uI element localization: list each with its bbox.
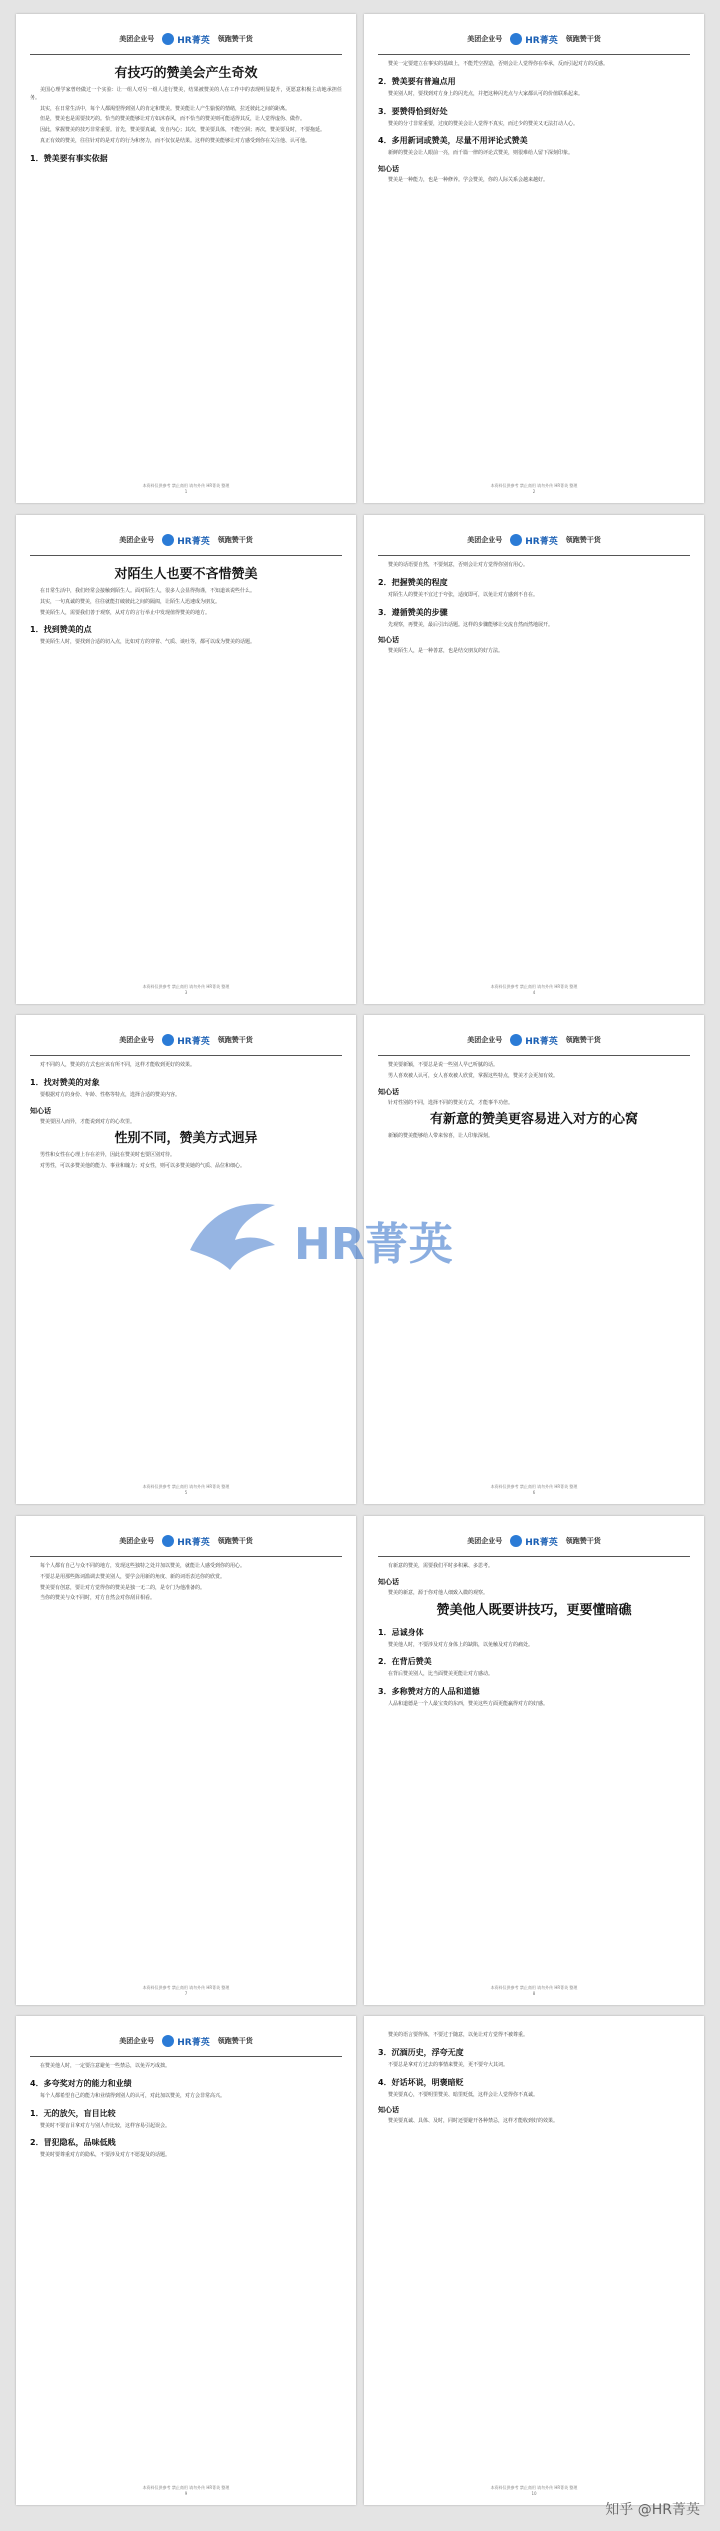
notes-text: 赞美要因人而异，才能说到对方的心坎里。 [40, 1118, 136, 1125]
paragraph: 真正有效的赞美，往往针对的是对方的行为和努力，而不仅仅是结果。这样的赞美能够让对方感受到你在关注他、认可他。 [40, 137, 311, 144]
hr-logo: HR菁英 [162, 1034, 209, 1047]
section-title: 赞美他人既要讲技巧，更要懂暗礁 [436, 1602, 632, 1618]
page-footer: 本资料仅供参考 禁止商用 请勿外传 HR菁英 整理 6 [490, 1484, 578, 1495]
header-right-text: 领跑赞干货 [565, 35, 601, 43]
page-footer: 本资料仅供参考 禁止商用 请勿外传 HR菁英 整理 8 [490, 1985, 578, 1996]
paragraph: 不要总是用那些陈词滥调去赞美别人，要学会用新的角度、新的词语表达你的欣赏。 [40, 1573, 226, 1580]
notes-text: 针对性别的不同，选择不同的赞美方式，才能事半功倍。 [388, 1099, 514, 1106]
paragraph: 先观察，再赞美，最后引出话题。这样的步骤能够让交流自然而然地展开。 [388, 621, 554, 628]
notes-heading: 知心话 [378, 1087, 399, 1096]
section-heading: 2．赞美要有普遍点用 [378, 76, 456, 86]
paragraph: 但是，赞美也是需要技巧的。恰当的赞美能够让对方如沐春风，而不恰当的赞美则可能适得其反，让人觉得虚伪、做作。 [40, 116, 306, 123]
notes-heading: 知心话 [378, 2106, 399, 2115]
header-right-text: 领跑赞干货 [565, 536, 601, 544]
header-left-text: 美团企业号 [119, 536, 155, 544]
paragraph: 对男性，可以多赞美他的能力、事业和魄力；对女性，则可以多赞美她的气质、品位和细心。 [40, 1163, 246, 1170]
paragraph: 有新意的赞美，需要我们平时多积累、多思考。 [388, 1563, 494, 1569]
notes-text: 赞美的新意，源于你对他人细致入微的观察。 [388, 1589, 489, 1596]
page-header [378, 24, 690, 55]
paragraph: 在日常生活中，我们经常会接触到陌生人。面对陌生人，很多人会显得拘谨，不知道该说些什么。 [40, 588, 256, 594]
paragraph: 赞美的语言要得体，不要过于随意，以免让对方觉得不被尊重。 [388, 2032, 529, 2038]
paragraph: 赞美时要尊重对方的隐私，不要涉及对方不愿提及的话题。 [40, 2152, 171, 2159]
hr-logo: HR菁英 [510, 1535, 557, 1548]
paragraph: 每个人都有自己与众不同的地方，发现这些独特之处并加以赞美，就能让人感受到你的用心。 [40, 1563, 246, 1569]
section-heading: 4．多夸奖对方的能力和业绩 [30, 2078, 132, 2088]
header-left-text: 美团企业号 [467, 35, 503, 43]
header-left-text: 美团企业号 [467, 1036, 503, 1044]
paragraph: 赞美要有创意，要让对方觉得你的赞美是独一无二的，是专门为他准备的。 [40, 1584, 206, 1591]
hr-logo: HR菁英 [162, 1535, 209, 1548]
header-left-text: 美团企业号 [119, 35, 155, 43]
paragraph: 赞美时不要盲目拿对方与别人作比较，这样容易引起误会。 [40, 2122, 171, 2129]
header-right-text: 领跑赞干货 [565, 1036, 601, 1044]
section-heading: 3．遵循赞美的步骤 [378, 607, 448, 617]
watermark-text: HR菁英 [294, 1219, 453, 1270]
page-number: 9 [184, 2491, 188, 2496]
section-heading: 4．多用新词或赞美，尽量不用评论式赞美 [378, 136, 528, 146]
paragraph: 因此，掌握赞美的技巧非常重要。首先，赞美要真诚，发自内心；其次，赞美要具体，不能空洞；再次，赞美要及时，不要拖延。 [40, 127, 326, 134]
page-header [378, 1025, 690, 1056]
paragraph: 赞美陌生人时，要找到合适的切入点，比如对方的穿着、气质、谈吐等，都可以成为赞美的话题。 [40, 639, 256, 646]
header-right-text: 领跑赞干货 [217, 1537, 253, 1545]
page-number: 4 [532, 990, 536, 995]
document-page-2 [364, 14, 704, 503]
notes-text: 赞美陌生人，是一种善意，也是结交朋友的好方法。 [388, 648, 504, 655]
logo-icon [162, 2035, 174, 2047]
page-header [30, 1526, 342, 1557]
document-page-9 [16, 2016, 356, 2505]
section-title: 性别不同，赞美方式迥异 [114, 1131, 258, 1147]
zhihu-credit: 知乎 @HR菁英 [605, 2502, 700, 2518]
hr-logo: HR菁英 [510, 534, 557, 547]
paragraph: 人品和道德是一个人最宝贵的东西，赞美这些方面更能赢得对方的好感。 [388, 1701, 549, 1708]
logo-icon [510, 1535, 522, 1547]
page-footer: 本资料仅供参考 禁止商用 请勿外传 HR菁英 整理 5 [142, 1484, 230, 1495]
header-left-text: 美团企业号 [119, 1537, 155, 1545]
page-number: 6 [532, 1490, 536, 1495]
notes-text: 赞美要真诚、具体、及时，同时还要避开各种禁忌，这样才能收到好的效果。 [388, 2118, 559, 2125]
header-right-text: 领跑赞干货 [217, 2037, 253, 2045]
section-heading: 2．把握赞美的程度 [378, 577, 448, 587]
paragraph: 赞美的话语要自然，不要刻意，否则会让对方觉得你别有用心。 [388, 562, 529, 568]
page-header [30, 1025, 342, 1056]
page-footer: 本资料仅供参考 禁止商用 请勿外传 HR菁英 整理 2 [490, 483, 578, 494]
paragraph: 赞美的分寸非常重要，过度的赞美会让人觉得不真实，而过少的赞美又无法打动人心。 [388, 120, 579, 127]
header-right-text: 领跑赞干货 [217, 1036, 253, 1044]
document-page-4 [364, 515, 704, 1004]
page-number: 1 [184, 489, 188, 494]
hr-logo: HR菁英 [510, 33, 557, 46]
paragraph: 在赞美他人时，一定要注意避免一些禁忌，以免弄巧成拙。 [40, 2063, 171, 2069]
paragraph: 每个人都希望自己的能力和业绩得到别人的认可，对此加以赞美，对方会非常高兴。 [40, 2092, 226, 2099]
header-left-text: 美团企业号 [467, 1537, 503, 1545]
document-page-3 [16, 515, 356, 1004]
page-number: 5 [184, 1490, 188, 1495]
section-heading: 1．找到赞美的点 [30, 625, 92, 635]
header-left-text: 美团企业号 [119, 2037, 155, 2045]
paragraph: 当你的赞美与众不同时，对方自然会对你刮目相看。 [40, 1595, 156, 1602]
paragraph: 赞美他人时，不要涉及对方身体上的缺陷，以免触及对方的痛处。 [388, 1641, 534, 1648]
page-header [30, 2026, 342, 2057]
notes-heading: 知心话 [30, 1106, 51, 1115]
hr-logo: HR菁英 [162, 33, 209, 46]
header-right-text: 领跑赞干货 [217, 536, 253, 544]
paragraph: 赞美别人时，要找到对方身上的闪光点，并把这种闪光点与大家都认可的价值联系起来。 [388, 90, 584, 97]
page-footer: 本资料仅供参考 禁止商用 请勿外传 HR菁英 整理 7 [142, 1985, 230, 1996]
paragraph: 赞美一定要建立在事实的基础上，不能凭空捏造，否则会让人觉得你在奉承，反而引起对方的反感。 [388, 61, 609, 67]
paragraph: 对不同的人，赞美的方式也应该有所不同，这样才能收到更好的效果。 [40, 1062, 196, 1068]
page-header [378, 525, 690, 556]
paragraph: 要根据对方的身份、年龄、性格等特点，选择合适的赞美内容。 [40, 1091, 181, 1098]
page-title: 有技巧的赞美会产生奇效 [114, 66, 258, 81]
section-heading: 1．找对赞美的对象 [30, 1077, 100, 1087]
notes-heading: 知心话 [378, 165, 399, 174]
logo-icon [510, 33, 522, 45]
logo-icon [162, 33, 174, 45]
document-page-8 [364, 1516, 704, 2005]
paragraph: 男性和女性在心理上存在差异，因此在赞美时也要区别对待。 [40, 1152, 176, 1159]
page-footer: 本资料仅供参考 禁止商用 请勿外传 HR菁英 整理 4 [490, 984, 578, 995]
page-number: 7 [184, 1991, 188, 1996]
section-heading: 1．无的放矢，盲目比较 [30, 2108, 116, 2118]
header-right-text: 领跑赞干货 [565, 1537, 601, 1545]
notes-heading: 知心话 [378, 636, 399, 645]
section-heading: 4．好话坏说，明褒暗贬 [378, 2077, 464, 2087]
paragraph: 新鲜的赞美会让人眼前一亮，而千篇一律的评论式赞美，则很难给人留下深刻印象。 [388, 150, 574, 157]
section-heading: 3．多称赞对方的人品和道德 [378, 1687, 480, 1697]
header-left-text: 美团企业号 [467, 536, 503, 544]
page-footer: 本资料仅供参考 禁止商用 请勿外传 HR菁英 整理 9 [142, 2485, 230, 2496]
logo-icon [162, 534, 174, 546]
hr-logo: HR菁英 [162, 2035, 209, 2048]
logo-icon [162, 1535, 174, 1547]
notes-text: 赞美是一种能力，也是一种修养。学会赞美，你的人际关系会越来越好。 [388, 177, 549, 184]
page-header [30, 525, 342, 556]
notes-heading: 知心话 [378, 1577, 399, 1586]
hr-logo: HR菁英 [162, 534, 209, 547]
page-number: 8 [532, 1991, 536, 1996]
logo-icon [510, 534, 522, 546]
page-header [30, 24, 342, 55]
section-heading: 1．赞美要有事实依据 [30, 153, 108, 163]
paragraph: 赞美陌生人，需要我们善于观察，从对方的言行举止中发现值得赞美的地方。 [40, 609, 211, 616]
page-title: 对陌生人也要不吝惜赞美 [114, 567, 258, 582]
paragraph: 新颖的赞美能够给人带来惊喜，让人印象深刻。 [388, 1133, 494, 1140]
page-footer: 本资料仅供参考 禁止商用 请勿外传 HR菁英 整理 10 [490, 2485, 578, 2496]
header-right-text: 领跑赞干货 [217, 35, 253, 43]
document-page-6 [364, 1015, 704, 1504]
page-footer: 本资料仅供参考 禁止商用 请勿外传 HR菁英 整理 1 [142, 483, 230, 494]
paragraph: 男人喜欢被人认可，女人喜欢被人欣赏，掌握这些特点，赞美才会更加有效。 [388, 1072, 559, 1079]
paragraph: 其实，在日常生活中，每个人都渴望得到别人的肯定和赞美。赞美能让人产生愉悦的情绪，拉近彼此之间的距离。 [40, 105, 291, 112]
page-footer: 本资料仅供参考 禁止商用 请勿外传 HR菁英 整理 3 [142, 984, 230, 995]
paragraph: 赞美要新颖，不要总是说一些别人早已听腻的话。 [388, 1062, 499, 1068]
document-page-10 [364, 2016, 704, 2505]
section-heading: 3．沉湎历史，浮夸无度 [378, 2047, 464, 2057]
paragraph: 其实，一句真诚的赞美，往往就能打破彼此之间的隔阂，让陌生人迅速成为朋友。 [40, 598, 221, 605]
header-left-text: 美团企业号 [119, 1036, 155, 1044]
section-title: 有新意的赞美更容易进入对方的心窝 [429, 1112, 638, 1128]
hr-logo: HR菁英 [510, 1034, 557, 1047]
page-header [378, 1526, 690, 1557]
page-number: 2 [532, 489, 536, 494]
document-page-5 [16, 1015, 356, 1504]
paragraph: 对陌生人的赞美不宜过于夸张，适度即可，以免让对方感到不自在。 [388, 591, 539, 598]
document-page-1 [16, 14, 356, 503]
paragraph: 不要总是拿对方过去的事情来赞美，更不要夸大其词。 [388, 2061, 509, 2068]
logo-icon [510, 1034, 522, 1046]
section-heading: 3．要赞得恰到好处 [378, 106, 448, 116]
section-heading: 2．冒犯隐私，品味低贱 [30, 2138, 116, 2148]
paragraph: 美国心理学家曾经做过一个实验：让一组人对另一组人进行赞美，结果被赞美的人在工作中的表现明显提升，更愿意积极主动地承担任务。 [30, 87, 342, 101]
paragraph: 赞美要真心，不要明里赞美、暗里贬低，这样会让人觉得你不真诚。 [388, 2091, 539, 2098]
section-heading: 2．在背后赞美 [378, 1657, 432, 1667]
page-number: 10 [531, 2491, 537, 2496]
page-number: 3 [184, 990, 188, 995]
paragraph: 在背后赞美别人，比当面赞美更能让对方感动。 [388, 1671, 494, 1678]
document-page-7 [16, 1516, 356, 2005]
section-heading: 1．忌诚身体 [378, 1627, 424, 1637]
logo-icon [162, 1034, 174, 1046]
